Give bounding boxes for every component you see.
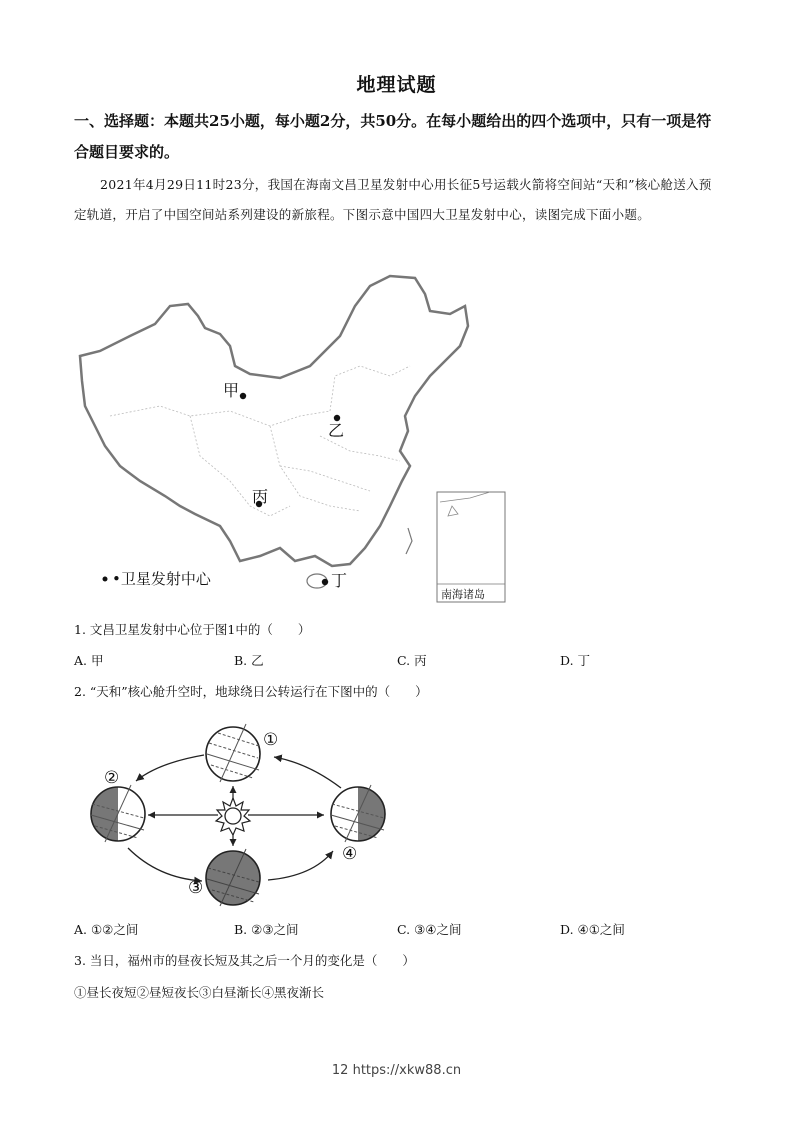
q1-option-c[interactable]: C. 丙 — [397, 653, 427, 668]
map-label-yi: 乙 — [328, 421, 345, 440]
q1-option-b[interactable]: B. 乙 — [234, 653, 264, 668]
question-3-text: 3. 当日，福州市的昼夜长短及其之后一个月的变化是（ ） — [74, 953, 415, 968]
earth-position-4 — [331, 785, 385, 842]
earth-position-1 — [206, 724, 260, 782]
orbit-label-2: ② — [104, 768, 120, 788]
page-footer — [0, 1063, 793, 1078]
earth-orbit-diagram — [78, 718, 393, 908]
section-heading: 一、选择题：本题共25小题，每小题2分，共50分。在每小题给出的四个选项中，只有一项是符合题目要求的。 — [74, 112, 712, 161]
earth-position-2 — [91, 785, 145, 842]
intro-paragraph: 2021年4月29日11时23分，我国在海南文昌卫星发射中心用长征5号运载火箭将空间站“天和”核心舱送入预定轨道，开启了中国空间站系列建设的新旅程。下图示意中国四大卫星发射中心，读图完成下面小题。 — [74, 177, 712, 222]
page-title: 地理试题 — [356, 74, 437, 96]
q1-option-d[interactable]: D. 丁 — [560, 653, 591, 668]
page-number: 12 — [331, 1063, 349, 1078]
map-inset-label: 南海诸岛 — [441, 588, 485, 601]
q2-option-d[interactable]: D. ④①之间 — [560, 922, 625, 937]
q1-option-a[interactable]: A. 甲 — [74, 653, 104, 668]
orbit-label-1: ① — [263, 730, 279, 750]
q2-option-c[interactable]: C. ③④之间 — [397, 922, 462, 937]
china-launch-centers-map — [70, 266, 510, 604]
question-1-text: 1. 文昌卫星发射中心位于图1中的（ ） — [74, 622, 311, 637]
map-label-bing: 丙 — [252, 487, 269, 506]
q2-option-b[interactable]: B. ②③之间 — [234, 922, 299, 937]
q2-option-a[interactable]: A. ①②之间 — [74, 922, 139, 937]
question-3-statements: ①昼长夜短②昼短夜长③白昼渐长④黑夜渐长 — [74, 985, 325, 1000]
orbit-label-4: ④ — [342, 844, 358, 864]
map-label-ding: 丁 — [331, 571, 348, 590]
map-legend: •卫星发射中心 — [112, 570, 211, 588]
footer-url[interactable]: https://xkw88.cn — [352, 1063, 462, 1078]
sun-icon — [216, 798, 250, 835]
question-2-text: 2. “天和”核心舱升空时，地球绕日公转运行在下图中的（ ） — [74, 684, 428, 699]
china-map-outline — [70, 266, 510, 604]
earth-position-3 — [206, 849, 260, 906]
orbit-label-3: ③ — [188, 878, 204, 898]
map-label-jia: 甲 — [223, 381, 240, 400]
